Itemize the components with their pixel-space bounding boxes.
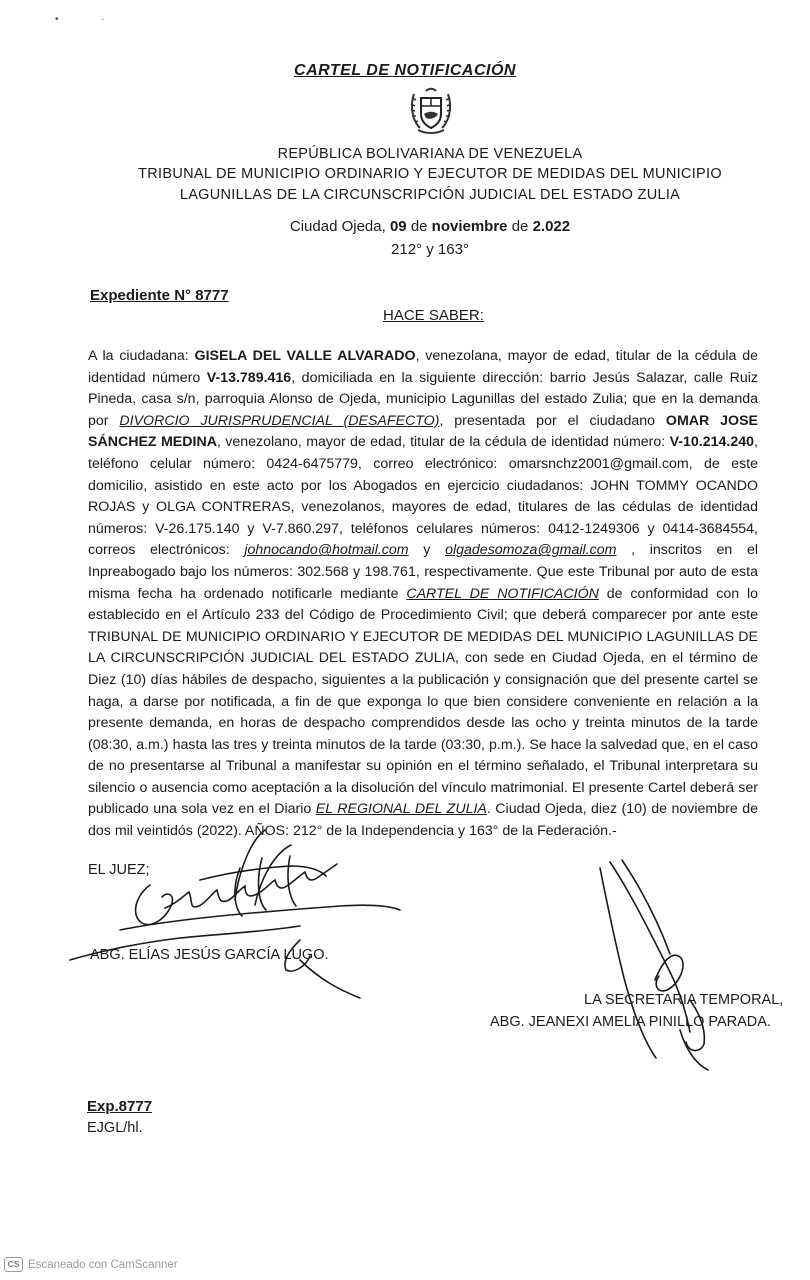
header-tribunal: TRIBUNAL DE MUNICIPIO ORDINARIO Y EJECUTOR DE MEDIDAS DEL MUNICIPIO: [138, 166, 722, 182]
hace-saber-heading: HACE SABER:: [383, 307, 484, 324]
independence-years: 212° y 163°: [391, 241, 469, 258]
body-text: . Ciudad Ojeda, diez (10) de noviembre de dos mil veintidós (2022). AÑOS: 212° de la Independencia y 163° de la Federación.-: [88, 801, 758, 840]
body-text: A la ciudadana:: [88, 348, 195, 364]
body-text: , inscritos en el Inpreabogado bajo los números: 302.568 y 198.761, respectivamente. Que este Tribunal por auto de esta misma fecha ha ordenado notificarle mediante: [88, 542, 758, 602]
date-year: 2.022: [532, 218, 571, 235]
body-cartel-ref: CARTEL DE NOTIFICACIÓN: [406, 585, 599, 602]
body-text: , domiciliada en la siguiente dirección: barrio Jesús Salazar, calle Ruiz Pineda, casa s/n, parroquia Alonso de Ojeda, municipio Lagunillas del estado Zulia; que en la demanda por: [88, 369, 759, 429]
body-text: de conformidad con lo establecido en el Artículo 233 del Código de Procedimiento Civil; que deberá comparecer por ante este TRIBUNAL DE MUNICIPIO ORDINARIO Y EJECUTOR DE MEDIDAS DEL MUNICIPIO LAGUNILLAS DE LA CIRCUNSCRIPCIÓN JUDICIAL DEL ESTADO ZULIA, con sede en Ciudad Ojeda, en el término de Diez (10) días hábiles de despacho, siguientes a la publicación y consignación que del presente cartel se haga, a darse por notificada, a fin de que exponga lo que bien considere conveniente en relación a la presente demanda, en horas de despacho comprendidos desde las ocho y treinta minutos de la tarde (08:30, a.m.) hasta las tres y treinta minutos de la tarde (03:30, p.m.). Se hace la salvedad que, en el caso de no presentarse al Tribunal a manifestar su opinión en el término señalado, el Tribunal interpretara su silencio o ausencia como aceptación a la disolución del vínculo matrimonial. El presente Cartel deberá ser publicado una sola vez en el Diario: [88, 585, 759, 818]
header-republic: REPÚBLICA BOLIVARIANA DE VENEZUELA: [277, 146, 583, 162]
camscanner-icon: CS: [4, 1257, 23, 1272]
header-jurisdiction: LAGUNILLAS DE LA CIRCUNSCRIPCIÓN JUDICIAL DEL ESTADO ZULIA: [179, 187, 681, 203]
body-text: , presentada por el ciudadano: [439, 412, 666, 429]
body-email: olgadesomoza@gmail.com: [445, 542, 617, 559]
expediente-number: Expediente N° 8777: [90, 287, 229, 304]
scan-specks: • ·: [55, 14, 125, 25]
date-de-1: de: [410, 218, 428, 235]
body-text: , venezolana, mayor de edad, titular de la cédula de identidad número: [88, 348, 758, 386]
date-city: Ciudad Ojeda,: [289, 218, 386, 235]
scanner-watermark-text: Escaneado con CamScanner: [28, 1258, 178, 1271]
body-bold-id: V-10.214.240: [669, 434, 755, 451]
secretary-signature: [600, 860, 708, 1070]
body-newspaper: EL REGIONAL DEL ZULIA: [315, 801, 487, 818]
secretary-title: LA SECRETARIA TEMPORAL,: [584, 992, 784, 1008]
body-case-type: DIVORCIO JURISPRUDENCIAL (DESAFECTO): [119, 412, 440, 429]
body-text: y: [408, 542, 446, 559]
body-email: johnocando@hotmail.com: [244, 542, 409, 559]
document-title: CARTEL DE NOTIFICACIÓN: [294, 62, 516, 79]
judge-signature: [70, 830, 400, 998]
footer-expediente: Exp.8777: [87, 1098, 153, 1115]
notice-body: [88, 346, 758, 843]
date-month: noviembre: [431, 218, 508, 235]
footer-initials: EJGL/hl.: [87, 1120, 143, 1136]
body-text: , venezolano, mayor de edad, titular de la cédula de identidad número:: [216, 434, 670, 451]
judge-label: EL JUEZ;: [88, 862, 150, 878]
scanner-watermark: [4, 1257, 178, 1272]
date-de-2: de: [511, 218, 529, 235]
judge-name: ABG. ELÍAS JESÚS GARCÍA LUGO.: [90, 947, 329, 963]
place-and-date: [0, 218, 810, 235]
body-bold-name: OMAR JOSE SÁNCHEZ MEDINA: [88, 412, 759, 451]
venezuela-coat-of-arms-icon: [406, 86, 456, 138]
body-bold-id: V-13.789.416: [206, 369, 292, 386]
date-day: 09: [389, 218, 407, 235]
secretary-name: ABG. JEANEXI AMELIA PINILLO PARADA.: [490, 1014, 771, 1030]
body-bold-name: GISELA DEL VALLE ALVARADO: [194, 348, 416, 364]
body-text: , teléfono celular número: 0424-6475779, correo electrónico: omarsnchz2001@gmail.com, de este domicilio, asistido en este acto por los Abogados en ejercicio ciudadanos: JOHN TOMMY OCANDO ROJAS y OLGA CONTRERAS, venezolanos, mayores de edad, titulares de las cédulas de identidad números: V-26.175.140 y V-7.860.297, teléfonos celulares números: 0412-1249306 y 0414-3684554, correos electrónicos:: [88, 434, 758, 559]
